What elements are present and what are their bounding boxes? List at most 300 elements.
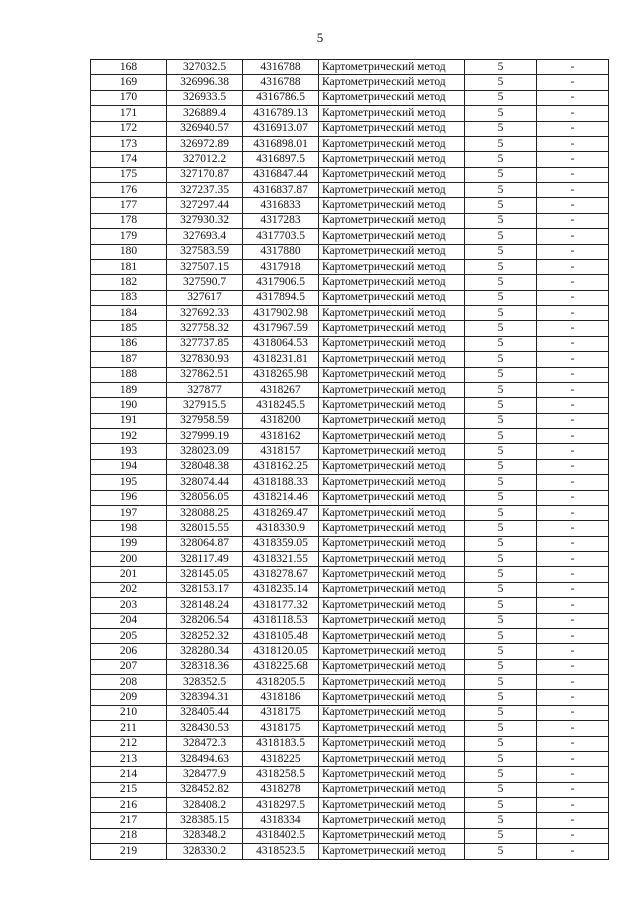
point-number-cell: 181	[91, 259, 167, 274]
y-coordinate-cell: 4318175	[243, 721, 319, 736]
y-coordinate-cell: 4318225.68	[243, 659, 319, 674]
point-number-cell: 198	[91, 521, 167, 536]
point-number-cell: 215	[91, 782, 167, 797]
method-cell: Картометрический метод	[319, 536, 465, 551]
table-row	[91, 567, 609, 582]
y-coordinate-cell: 4316788	[243, 60, 319, 75]
x-coordinate-cell: 327297.44	[167, 198, 243, 213]
x-coordinate-cell: 328408.2	[167, 798, 243, 813]
note-cell: -	[537, 213, 609, 228]
x-coordinate-cell: 326996.38	[167, 75, 243, 90]
table-row	[91, 798, 609, 813]
note-cell: -	[537, 721, 609, 736]
y-coordinate-cell: 4317880	[243, 244, 319, 259]
x-coordinate-cell: 328430.53	[167, 721, 243, 736]
point-number-cell: 183	[91, 290, 167, 305]
y-coordinate-cell: 4316786.5	[243, 90, 319, 105]
point-number-cell: 187	[91, 352, 167, 367]
x-coordinate-cell: 327617	[167, 290, 243, 305]
y-coordinate-cell: 4318334	[243, 813, 319, 828]
note-cell: -	[537, 306, 609, 321]
accuracy-cell: 5	[465, 444, 537, 459]
x-coordinate-cell: 328348.2	[167, 828, 243, 843]
point-number-cell: 200	[91, 552, 167, 567]
accuracy-cell: 5	[465, 690, 537, 705]
x-coordinate-cell: 327692.33	[167, 306, 243, 321]
point-number-cell: 202	[91, 582, 167, 597]
accuracy-cell: 5	[465, 475, 537, 490]
method-cell: Картометрический метод	[319, 705, 465, 720]
accuracy-cell: 5	[465, 290, 537, 305]
point-number-cell: 180	[91, 244, 167, 259]
point-number-cell: 190	[91, 398, 167, 413]
x-coordinate-cell: 327032.5	[167, 60, 243, 75]
table-row	[91, 705, 609, 720]
accuracy-cell: 5	[465, 767, 537, 782]
note-cell: -	[537, 536, 609, 551]
x-coordinate-cell: 328117.49	[167, 552, 243, 567]
method-cell: Картометрический метод	[319, 782, 465, 797]
x-coordinate-cell: 328452.82	[167, 782, 243, 797]
x-coordinate-cell: 326972.89	[167, 136, 243, 151]
note-cell: -	[537, 259, 609, 274]
point-number-cell: 174	[91, 152, 167, 167]
y-coordinate-cell: 4318200	[243, 413, 319, 428]
x-coordinate-cell: 328385.15	[167, 813, 243, 828]
x-coordinate-cell: 327999.19	[167, 429, 243, 444]
table-row	[91, 613, 609, 628]
x-coordinate-cell: 326940.57	[167, 121, 243, 136]
table-row	[91, 505, 609, 520]
x-coordinate-cell: 327958.59	[167, 413, 243, 428]
x-coordinate-cell: 326933.5	[167, 90, 243, 105]
table-row	[91, 136, 609, 151]
point-number-cell: 193	[91, 444, 167, 459]
point-number-cell: 207	[91, 659, 167, 674]
y-coordinate-cell: 4317894.5	[243, 290, 319, 305]
y-coordinate-cell: 4318523.5	[243, 844, 319, 859]
note-cell: -	[537, 751, 609, 766]
method-cell: Картометрический метод	[319, 613, 465, 628]
table-row	[91, 90, 609, 105]
y-coordinate-cell: 4318297.5	[243, 798, 319, 813]
point-number-cell: 170	[91, 90, 167, 105]
point-number-cell: 208	[91, 675, 167, 690]
table-row	[91, 60, 609, 75]
method-cell: Картометрический метод	[319, 721, 465, 736]
point-number-cell: 213	[91, 751, 167, 766]
table-row	[91, 290, 609, 305]
point-number-cell: 177	[91, 198, 167, 213]
y-coordinate-cell: 4318064.53	[243, 336, 319, 351]
note-cell: -	[537, 567, 609, 582]
point-number-cell: 171	[91, 106, 167, 121]
accuracy-cell: 5	[465, 367, 537, 382]
y-coordinate-cell: 4316913.07	[243, 121, 319, 136]
y-coordinate-cell: 4318188.33	[243, 475, 319, 490]
accuracy-cell: 5	[465, 121, 537, 136]
accuracy-cell: 5	[465, 567, 537, 582]
note-cell: -	[537, 382, 609, 397]
table-row	[91, 398, 609, 413]
x-coordinate-cell: 328405.44	[167, 705, 243, 720]
method-cell: Картометрический метод	[319, 552, 465, 567]
method-cell: Картометрический метод	[319, 751, 465, 766]
point-number-cell: 182	[91, 275, 167, 290]
method-cell: Картометрический метод	[319, 813, 465, 828]
accuracy-cell: 5	[465, 782, 537, 797]
x-coordinate-cell: 328064.87	[167, 536, 243, 551]
point-number-cell: 191	[91, 413, 167, 428]
table-row	[91, 628, 609, 643]
method-cell: Картометрический метод	[319, 213, 465, 228]
accuracy-cell: 5	[465, 75, 537, 90]
accuracy-cell: 5	[465, 536, 537, 551]
note-cell: -	[537, 336, 609, 351]
method-cell: Картометрический метод	[319, 290, 465, 305]
table-row	[91, 659, 609, 674]
table-row	[91, 782, 609, 797]
y-coordinate-cell: 4317906.5	[243, 275, 319, 290]
y-coordinate-cell: 4318278	[243, 782, 319, 797]
x-coordinate-cell: 328318.36	[167, 659, 243, 674]
note-cell: -	[537, 75, 609, 90]
y-coordinate-cell: 4318225	[243, 751, 319, 766]
accuracy-cell: 5	[465, 90, 537, 105]
point-number-cell: 178	[91, 213, 167, 228]
note-cell: -	[537, 552, 609, 567]
note-cell: -	[537, 198, 609, 213]
x-coordinate-cell: 328023.09	[167, 444, 243, 459]
note-cell: -	[537, 413, 609, 428]
point-number-cell: 205	[91, 628, 167, 643]
method-cell: Картометрический метод	[319, 198, 465, 213]
note-cell: -	[537, 628, 609, 643]
table-row	[91, 121, 609, 136]
accuracy-cell: 5	[465, 613, 537, 628]
note-cell: -	[537, 490, 609, 505]
accuracy-cell: 5	[465, 321, 537, 336]
accuracy-cell: 5	[465, 336, 537, 351]
y-coordinate-cell: 4317967.59	[243, 321, 319, 336]
point-number-cell: 194	[91, 459, 167, 474]
x-coordinate-cell: 327830.93	[167, 352, 243, 367]
table-row	[91, 490, 609, 505]
y-coordinate-cell: 4318105.48	[243, 628, 319, 643]
note-cell: -	[537, 244, 609, 259]
coordinates-table	[90, 59, 609, 860]
method-cell: Картометрический метод	[319, 167, 465, 182]
accuracy-cell: 5	[465, 675, 537, 690]
y-coordinate-cell: 4318265.98	[243, 367, 319, 382]
point-number-cell: 218	[91, 828, 167, 843]
method-cell: Картометрический метод	[319, 459, 465, 474]
method-cell: Картометрический метод	[319, 429, 465, 444]
method-cell: Картометрический метод	[319, 628, 465, 643]
point-number-cell: 195	[91, 475, 167, 490]
method-cell: Картометрический метод	[319, 259, 465, 274]
note-cell: -	[537, 352, 609, 367]
method-cell: Картометрический метод	[319, 736, 465, 751]
x-coordinate-cell: 328472.3	[167, 736, 243, 751]
note-cell: -	[537, 60, 609, 75]
y-coordinate-cell: 4318278.67	[243, 567, 319, 582]
method-cell: Картометрический метод	[319, 382, 465, 397]
table-row	[91, 336, 609, 351]
point-number-cell: 173	[91, 136, 167, 151]
x-coordinate-cell: 328048.38	[167, 459, 243, 474]
method-cell: Картометрический метод	[319, 675, 465, 690]
note-cell: -	[537, 121, 609, 136]
x-coordinate-cell: 328015.55	[167, 521, 243, 536]
table-row	[91, 536, 609, 551]
accuracy-cell: 5	[465, 229, 537, 244]
accuracy-cell: 5	[465, 259, 537, 274]
x-coordinate-cell: 328056.05	[167, 490, 243, 505]
table-row	[91, 721, 609, 736]
table-row	[91, 167, 609, 182]
method-cell: Картометрический метод	[319, 275, 465, 290]
x-coordinate-cell: 328153.17	[167, 582, 243, 597]
y-coordinate-cell: 4318245.5	[243, 398, 319, 413]
method-cell: Картометрический метод	[319, 828, 465, 843]
method-cell: Картометрический метод	[319, 306, 465, 321]
y-coordinate-cell: 4318231.81	[243, 352, 319, 367]
note-cell: -	[537, 106, 609, 121]
table-row	[91, 675, 609, 690]
table-row	[91, 75, 609, 90]
accuracy-cell: 5	[465, 598, 537, 613]
table-row	[91, 598, 609, 613]
table-row	[91, 767, 609, 782]
y-coordinate-cell: 4318162.25	[243, 459, 319, 474]
table-row	[91, 229, 609, 244]
method-cell: Картометрический метод	[319, 60, 465, 75]
note-cell: -	[537, 290, 609, 305]
x-coordinate-cell: 327877	[167, 382, 243, 397]
point-number-cell: 211	[91, 721, 167, 736]
point-number-cell: 210	[91, 705, 167, 720]
note-cell: -	[537, 659, 609, 674]
method-cell: Картометрический метод	[319, 690, 465, 705]
y-coordinate-cell: 4316788	[243, 75, 319, 90]
point-number-cell: 175	[91, 167, 167, 182]
x-coordinate-cell: 327758.32	[167, 321, 243, 336]
point-number-cell: 204	[91, 613, 167, 628]
table-row	[91, 751, 609, 766]
point-number-cell: 217	[91, 813, 167, 828]
y-coordinate-cell: 4316837.87	[243, 183, 319, 198]
point-number-cell: 212	[91, 736, 167, 751]
y-coordinate-cell: 4318214.46	[243, 490, 319, 505]
table-row	[91, 275, 609, 290]
method-cell: Картометрический метод	[319, 121, 465, 136]
method-cell: Картометрический метод	[319, 367, 465, 382]
method-cell: Картометрический метод	[319, 767, 465, 782]
x-coordinate-cell: 327237.35	[167, 183, 243, 198]
x-coordinate-cell: 328352.5	[167, 675, 243, 690]
point-number-cell: 201	[91, 567, 167, 582]
table-row	[91, 813, 609, 828]
y-coordinate-cell: 4317902.98	[243, 306, 319, 321]
accuracy-cell: 5	[465, 721, 537, 736]
accuracy-cell: 5	[465, 198, 537, 213]
x-coordinate-cell: 328280.34	[167, 644, 243, 659]
point-number-cell: 219	[91, 844, 167, 859]
point-number-cell: 206	[91, 644, 167, 659]
note-cell: -	[537, 398, 609, 413]
accuracy-cell: 5	[465, 398, 537, 413]
method-cell: Картометрический метод	[319, 229, 465, 244]
point-number-cell: 179	[91, 229, 167, 244]
y-coordinate-cell: 4318330.9	[243, 521, 319, 536]
x-coordinate-cell: 328252.32	[167, 628, 243, 643]
note-cell: -	[537, 183, 609, 198]
accuracy-cell: 5	[465, 275, 537, 290]
accuracy-cell: 5	[465, 644, 537, 659]
point-number-cell: 216	[91, 798, 167, 813]
method-cell: Картометрический метод	[319, 644, 465, 659]
accuracy-cell: 5	[465, 628, 537, 643]
table-row	[91, 367, 609, 382]
note-cell: -	[537, 321, 609, 336]
accuracy-cell: 5	[465, 705, 537, 720]
y-coordinate-cell: 4316898.01	[243, 136, 319, 151]
method-cell: Картометрический метод	[319, 659, 465, 674]
point-number-cell: 197	[91, 505, 167, 520]
accuracy-cell: 5	[465, 244, 537, 259]
point-number-cell: 186	[91, 336, 167, 351]
method-cell: Картометрический метод	[319, 567, 465, 582]
method-cell: Картометрический метод	[319, 490, 465, 505]
accuracy-cell: 5	[465, 736, 537, 751]
page-number: 5	[316, 30, 324, 45]
table-row	[91, 582, 609, 597]
accuracy-cell: 5	[465, 521, 537, 536]
accuracy-cell: 5	[465, 844, 537, 859]
table-row	[91, 475, 609, 490]
note-cell: -	[537, 152, 609, 167]
note-cell: -	[537, 459, 609, 474]
method-cell: Картометрический метод	[319, 321, 465, 336]
note-cell: -	[537, 798, 609, 813]
note-cell: -	[537, 444, 609, 459]
note-cell: -	[537, 675, 609, 690]
accuracy-cell: 5	[465, 828, 537, 843]
x-coordinate-cell: 328145.05	[167, 567, 243, 582]
accuracy-cell: 5	[465, 459, 537, 474]
point-number-cell: 196	[91, 490, 167, 505]
accuracy-cell: 5	[465, 429, 537, 444]
note-cell: -	[537, 475, 609, 490]
x-coordinate-cell: 327170.87	[167, 167, 243, 182]
method-cell: Картометрический метод	[319, 475, 465, 490]
table-row	[91, 152, 609, 167]
method-cell: Картометрический метод	[319, 598, 465, 613]
table-row	[91, 413, 609, 428]
x-coordinate-cell: 327012.2	[167, 152, 243, 167]
table-row	[91, 459, 609, 474]
table-row	[91, 244, 609, 259]
y-coordinate-cell: 4318321.55	[243, 552, 319, 567]
accuracy-cell: 5	[465, 167, 537, 182]
table-row	[91, 644, 609, 659]
point-number-cell: 188	[91, 367, 167, 382]
point-number-cell: 189	[91, 382, 167, 397]
y-coordinate-cell: 4318359.05	[243, 536, 319, 551]
accuracy-cell: 5	[465, 352, 537, 367]
point-number-cell: 214	[91, 767, 167, 782]
note-cell: -	[537, 505, 609, 520]
note-cell: -	[537, 367, 609, 382]
point-number-cell: 192	[91, 429, 167, 444]
accuracy-cell: 5	[465, 136, 537, 151]
y-coordinate-cell: 4317918	[243, 259, 319, 274]
accuracy-cell: 5	[465, 152, 537, 167]
y-coordinate-cell: 4317703.5	[243, 229, 319, 244]
point-number-cell: 209	[91, 690, 167, 705]
point-number-cell: 172	[91, 121, 167, 136]
table-row	[91, 736, 609, 751]
point-number-cell: 185	[91, 321, 167, 336]
method-cell: Картометрический метод	[319, 183, 465, 198]
accuracy-cell: 5	[465, 106, 537, 121]
x-coordinate-cell: 328494.63	[167, 751, 243, 766]
y-coordinate-cell: 4318258.5	[243, 767, 319, 782]
x-coordinate-cell: 327507.15	[167, 259, 243, 274]
method-cell: Картометрический метод	[319, 352, 465, 367]
table-row	[91, 352, 609, 367]
note-cell: -	[537, 136, 609, 151]
y-coordinate-cell: 4316897.5	[243, 152, 319, 167]
table-row	[91, 106, 609, 121]
accuracy-cell: 5	[465, 183, 537, 198]
point-number-cell: 169	[91, 75, 167, 90]
method-cell: Картометрический метод	[319, 90, 465, 105]
accuracy-cell: 5	[465, 213, 537, 228]
note-cell: -	[537, 229, 609, 244]
table-row	[91, 198, 609, 213]
accuracy-cell: 5	[465, 60, 537, 75]
table-row	[91, 444, 609, 459]
coordinates-table-body	[91, 60, 609, 860]
accuracy-cell: 5	[465, 813, 537, 828]
x-coordinate-cell: 328088.25	[167, 505, 243, 520]
point-number-cell: 184	[91, 306, 167, 321]
y-coordinate-cell: 4316789.13	[243, 106, 319, 121]
x-coordinate-cell: 328148.24	[167, 598, 243, 613]
method-cell: Картометрический метод	[319, 152, 465, 167]
note-cell: -	[537, 705, 609, 720]
method-cell: Картометрический метод	[319, 398, 465, 413]
method-cell: Картометрический метод	[319, 136, 465, 151]
note-cell: -	[537, 828, 609, 843]
table-row	[91, 828, 609, 843]
accuracy-cell: 5	[465, 798, 537, 813]
accuracy-cell: 5	[465, 413, 537, 428]
accuracy-cell: 5	[465, 552, 537, 567]
x-coordinate-cell: 328394.31	[167, 690, 243, 705]
y-coordinate-cell: 4317283	[243, 213, 319, 228]
method-cell: Картометрический метод	[319, 413, 465, 428]
y-coordinate-cell: 4318157	[243, 444, 319, 459]
y-coordinate-cell: 4318177.32	[243, 598, 319, 613]
note-cell: -	[537, 521, 609, 536]
accuracy-cell: 5	[465, 382, 537, 397]
x-coordinate-cell: 328477.9	[167, 767, 243, 782]
y-coordinate-cell: 4318118.53	[243, 613, 319, 628]
point-number-cell: 168	[91, 60, 167, 75]
